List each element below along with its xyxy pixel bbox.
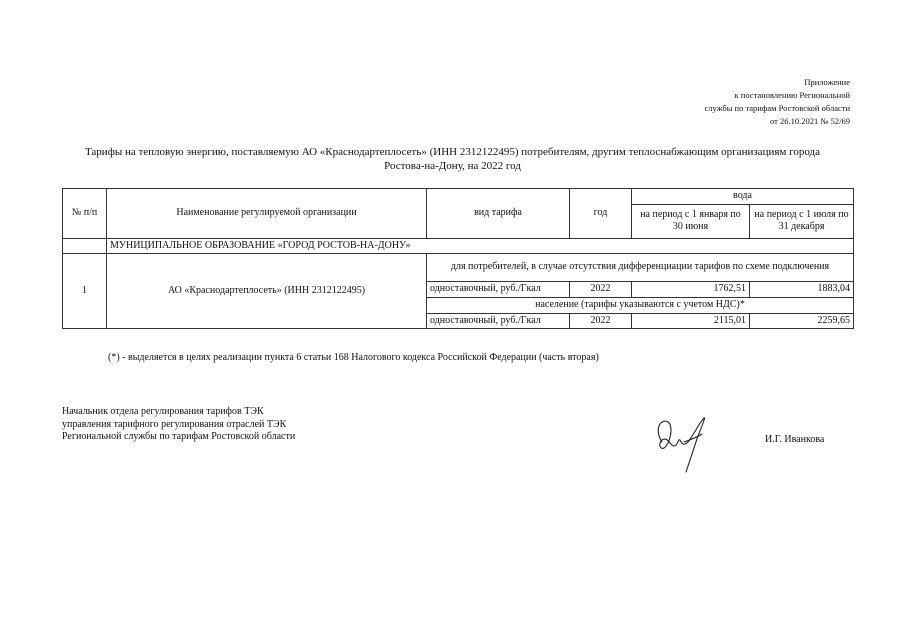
tariff-value-period-2: 1883,04 — [750, 282, 854, 298]
group-label: для потребителей, в случае отсутствия дифференциации тарифов по схеме подключения — [427, 254, 854, 282]
title-line: Ростова-на-Дону, на 2022 год — [384, 160, 521, 172]
header-water: вода — [632, 189, 854, 205]
row-number: 1 — [63, 254, 107, 329]
header-year: год — [570, 189, 632, 239]
tariff-type-cell: одноставочный, руб./Гкал — [427, 282, 570, 298]
municipality-name: МУНИЦИПАЛЬНОЕ ОБРАЗОВАНИЕ «ГОРОД РОСТОВ-НА-ДОНУ» — [107, 238, 854, 254]
group-label: население (тарифы указываются с учетом НДС)* — [427, 297, 854, 313]
header-org: Наименование регулируемой организации — [107, 189, 427, 239]
tariff-table — [62, 188, 854, 329]
appendix-note — [704, 76, 850, 128]
municipality-row — [63, 238, 854, 254]
header-num: № п/п — [63, 189, 107, 239]
year-cell: 2022 — [570, 282, 632, 298]
official-line: Региональной службы по тарифам Ростовской области — [62, 431, 296, 442]
tariff-value-period-1: 1762,51 — [632, 282, 750, 298]
org-name: АО «Краснодартеплосеть» (ИНН 2312122495) — [107, 254, 427, 329]
header-tariff-type: вид тарифа — [427, 189, 570, 239]
table-row — [63, 254, 854, 282]
tariff-value-period-2: 2259,65 — [750, 313, 854, 329]
appendix-line: Приложение — [804, 77, 850, 87]
tariff-value-period-1: 2115,01 — [632, 313, 750, 329]
tariff-type-cell: одноставочный, руб./Гкал — [427, 313, 570, 329]
empty-cell — [63, 238, 107, 254]
signer-name: И.Г. Иванкова — [765, 434, 825, 445]
document-title — [60, 145, 845, 173]
appendix-line: от 26.10.2021 № 52/69 — [770, 116, 850, 126]
header-period-1: на период с 1 января по 30 июня — [632, 204, 750, 238]
official-title — [62, 406, 295, 444]
official-line: управления тарифного регулирования отраслей ТЭК — [62, 418, 287, 430]
handwritten-signature — [640, 400, 720, 480]
title-line: Тарифы на тепловую энергию, поставляемую АО «Краснодартеплосеть» (ИНН 2312122495) потребителям, другим теплоснабжающим организациям города — [84, 146, 821, 158]
official-line: Начальник отдела регулирования тарифов ТЭК — [62, 406, 264, 417]
header-period-2: на период с 1 июля по 31 декабря — [750, 204, 854, 238]
appendix-line: службы по тарифам Ростовской области — [704, 103, 850, 113]
appendix-line: к постановлению Региональной — [734, 90, 850, 100]
header-row — [63, 189, 854, 205]
year-cell: 2022 — [570, 313, 632, 329]
footnote: (*) - выделяется в целях реализации пункта 6 статьи 168 Налогового кодекса Российской Федерации (часть вторая) — [108, 352, 599, 363]
